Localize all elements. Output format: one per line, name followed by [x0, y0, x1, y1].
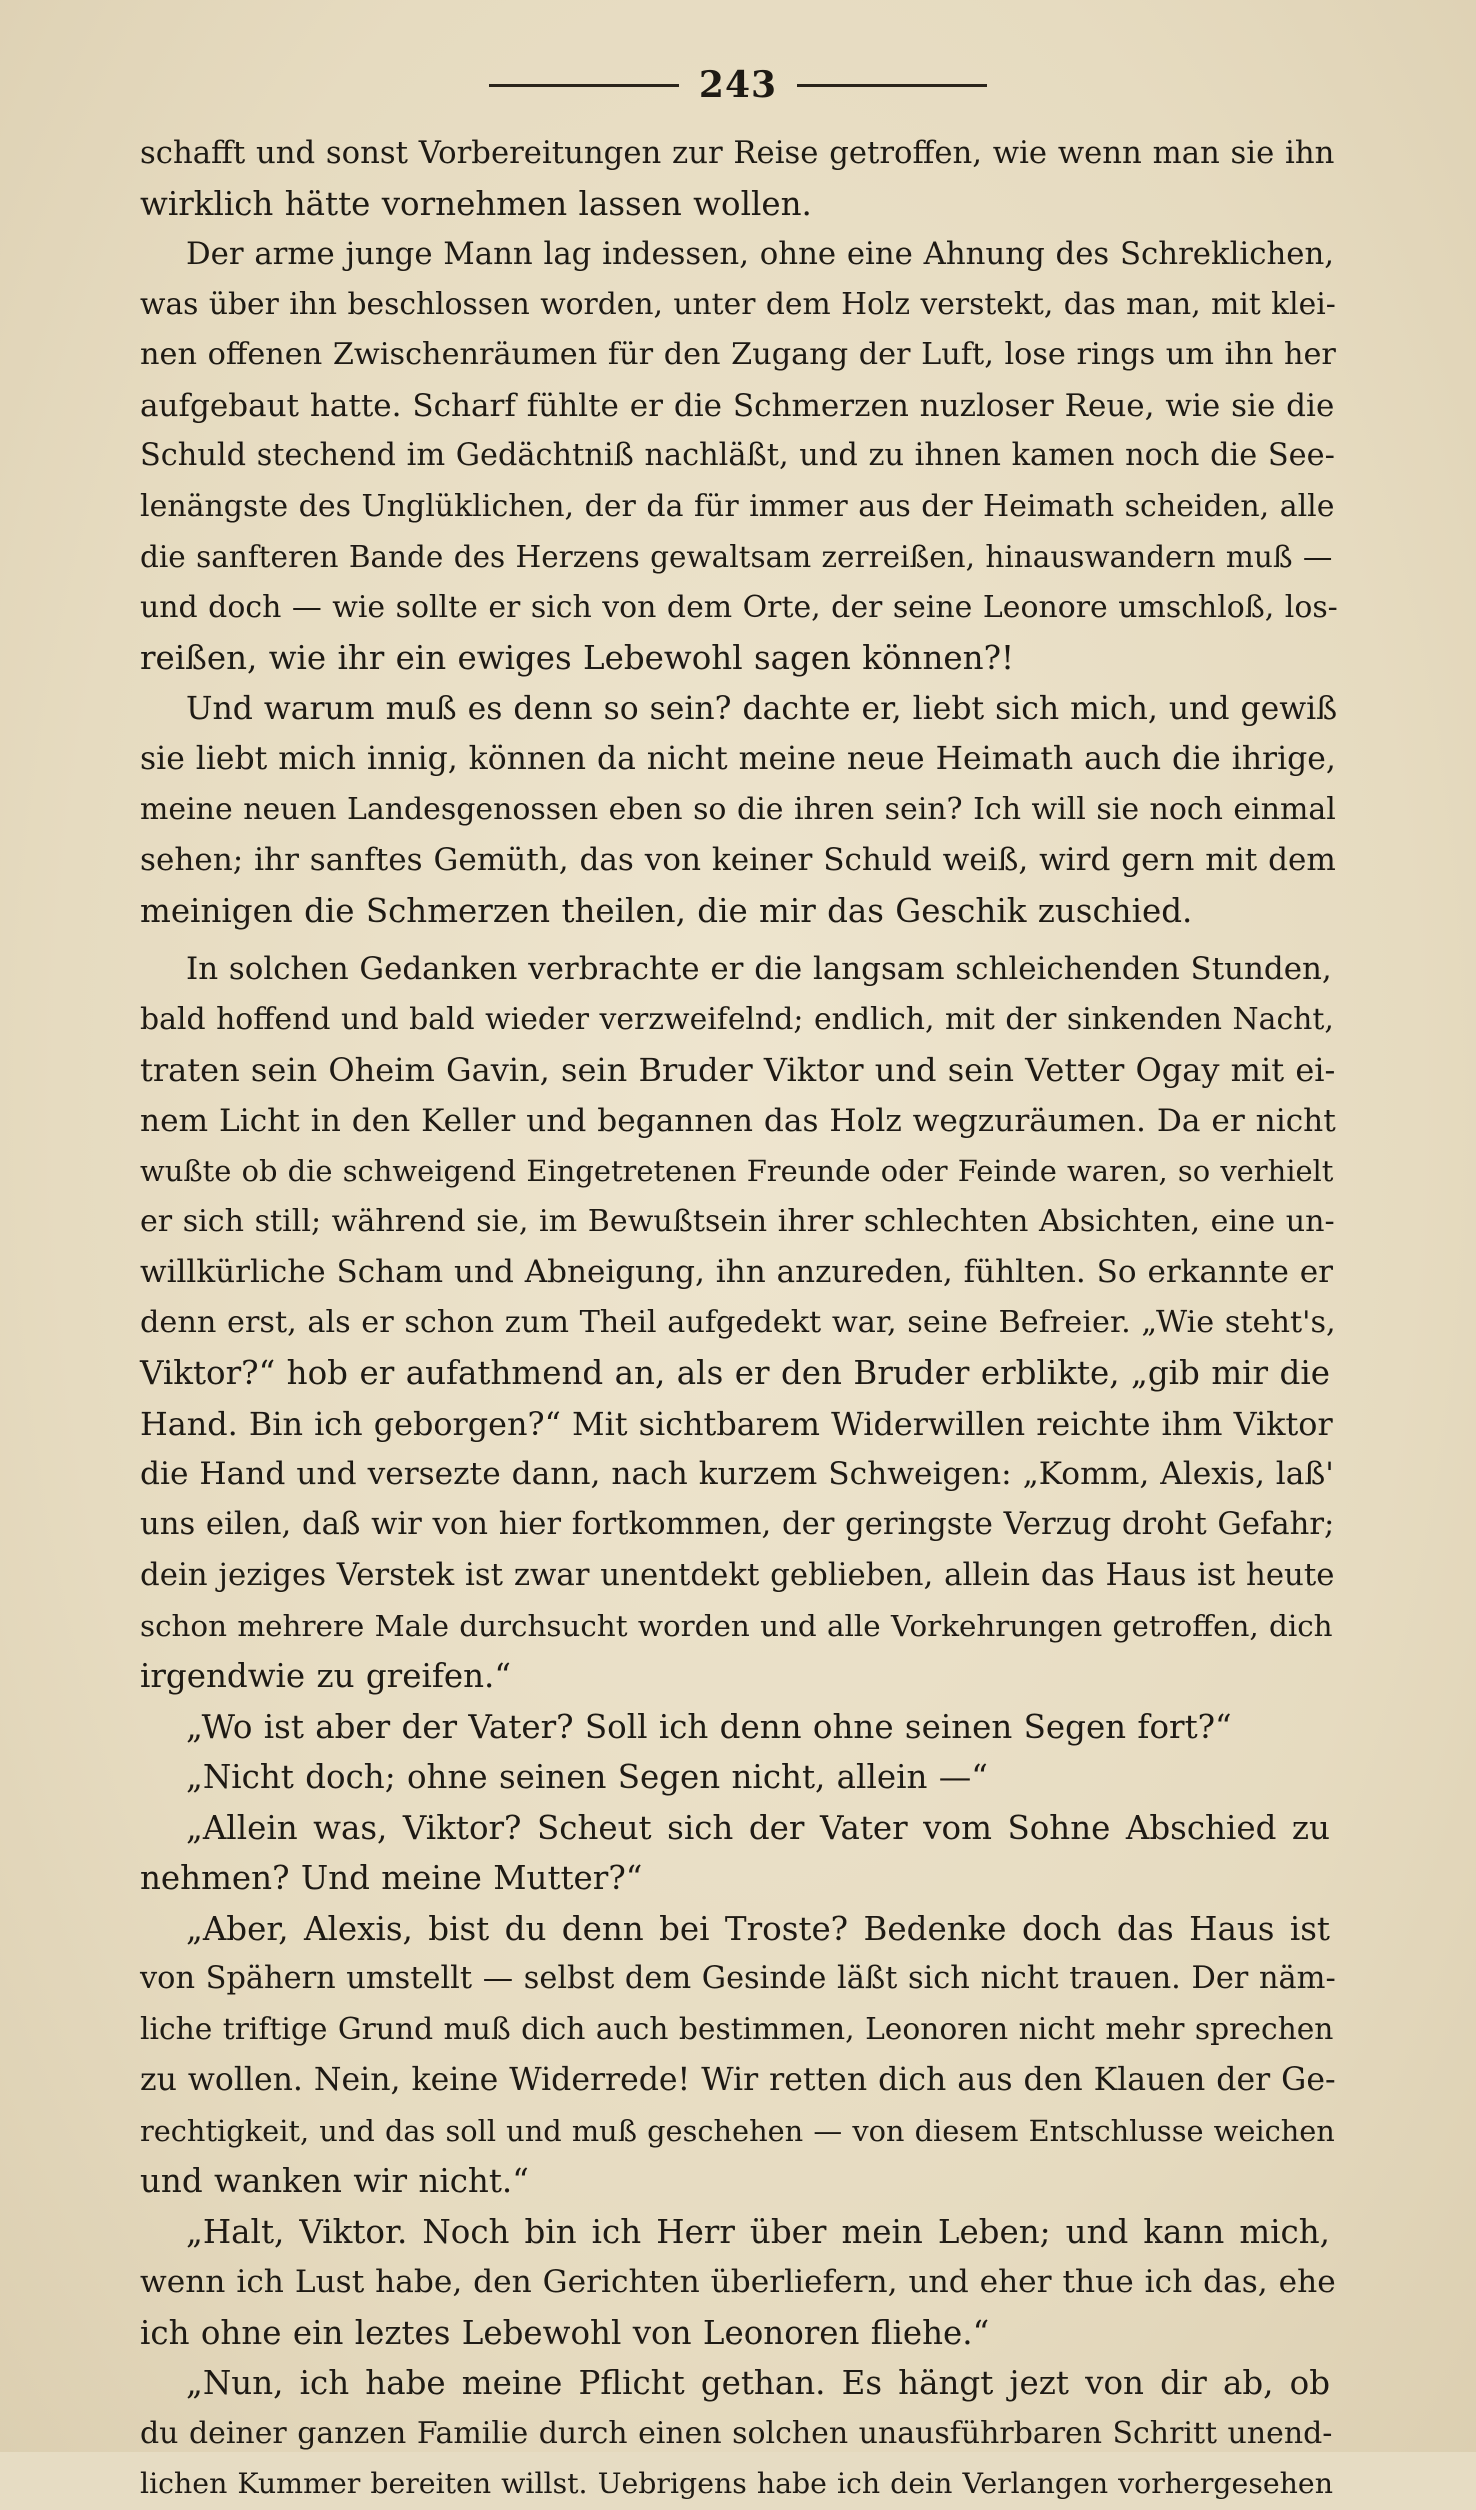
text-line: nen offenen Zwischenräumen für den Zugang der Luft, lose rings um ihn her — [140, 337, 1336, 372]
text-line: bald hoffend und bald wieder verzweifelnd; endlich, mit der sinkenden Nacht, — [140, 1001, 1334, 1037]
text-line: und doch — wie sollte er sich von dem Orte, der seine Leonore umschloß, los- — [140, 589, 1338, 625]
page-header — [0, 60, 1476, 110]
text-line: In solchen Gedanken verbrachte er die langsam schleichenden Stunden, — [186, 951, 1332, 987]
text-line: meinigen die Schmerzen theilen, die mir das Geschik zuschied. — [140, 891, 1193, 930]
text-line: schafft und sonst Vorbereitungen zur Reise getroffen, wie wenn man sie ihn — [140, 135, 1335, 171]
text-line: „Nicht doch; ohne seinen Segen nicht, allein —“ — [186, 1758, 988, 1796]
text-line: nehmen? Und meine Mutter?“ — [140, 1859, 643, 1897]
text-line: er sich still; während sie, im Bewußtsein ihrer schlechten Absichten, eine un- — [140, 1203, 1335, 1239]
text-line: du deiner ganzen Familie durch einen solchen unausführbaren Schritt unend- — [140, 2415, 1333, 2451]
text-line: „Aber, Alexis, bist du denn bei Troste? Bedenke doch das Haus ist — [186, 1909, 1330, 1948]
text-line: sie liebt mich innig, können da nicht meine neue Heimath auch die ihrige, — [140, 741, 1336, 777]
text-line: Der arme junge Mann lag indessen, ohne eine Ahnung des Schreklichen, — [186, 236, 1335, 272]
text-line: lichen Kummer bereiten willst. Uebrigens habe ich dein Verlangen vorhergesehen — [140, 2467, 1333, 2500]
text-line: „Nun, ich habe meine Pflicht gethan. Es hängt jezt von dir ab, ob — [186, 2364, 1330, 2402]
text-line: Schuld stechend im Gedächtniß nachläßt, und zu ihnen kamen noch die See- — [140, 438, 1335, 473]
text-line: „Allein was, Viktor? Scheut sich der Vater vom Sohne Abschied zu — [186, 1808, 1330, 1847]
text-line: uns eilen, daß wir von hier fortkommen, der geringste Verzug droht Gefahr; — [140, 1506, 1335, 1542]
text-line: rechtigkeit, und das soll und muß geschehen — von diesem Entschlusse weichen — [140, 2113, 1335, 2148]
text-line: die Hand und versezte dann, nach kurzem Schweigen: „Komm, Alexis, laß' — [140, 1456, 1334, 1492]
text-line: meine neuen Landesgenossen eben so die ihren sein? Ich will sie noch einmal — [140, 791, 1336, 827]
header-rule-right — [797, 84, 987, 87]
text-line: lenängste des Unglüklichen, der da für immer aus der Heimath scheiden, alle — [140, 488, 1335, 524]
text-line: reißen, wie ihr ein ewiges Lebewohl sagen können?! — [140, 639, 1015, 677]
text-line: traten sein Oheim Gavin, sein Bruder Viktor und sein Vetter Ogay mit ei- — [140, 1051, 1336, 1089]
text-line: Hand. Bin ich geborgen?“ Mit sichtbarem Widerwillen reichte ihm Viktor — [140, 1404, 1333, 1443]
text-line: aufgebaut hatte. Scharf fühlte er die Schmerzen nuzloser Reue, wie sie die — [140, 387, 1335, 424]
text-line: irgendwie zu greifen.“ — [140, 1657, 511, 1695]
text-line: denn erst, als er schon zum Theil aufgedekt war, seine Befreier. „Wie steht's, — [140, 1304, 1336, 1340]
text-line: die sanfteren Bande des Herzens gewaltsam zerreißen, hinauswandern muß — — [140, 540, 1333, 574]
text-line: dein jeziges Verstek ist zwar unentdekt geblieben, allein das Haus ist heute — [140, 1557, 1335, 1593]
text-line: zu wollen. Nein, keine Widerrede! Wir retten dich aus den Klauen der Ge- — [140, 2062, 1336, 2098]
text-line: ich ohne ein leztes Lebewohl von Leonoren fliehe.“ — [140, 2313, 990, 2352]
text-line: „Wo ist aber der Vater? Soll ich denn ohne seinen Segen fort?“ — [186, 1707, 1232, 1746]
text-line: liche triftige Grund muß dich auch bestimmen, Leonoren nicht mehr sprechen — [140, 2011, 1334, 2047]
page-number: 243 — [698, 64, 778, 106]
header-rule-left — [489, 84, 679, 87]
text-line: wenn ich Lust habe, den Gerichten überliefern, und eher thue ich das, ehe — [140, 2264, 1336, 2300]
text-line: „Halt, Viktor. Noch bin ich Herr über mein Leben; und kann mich, — [186, 2212, 1330, 2251]
text-line: nem Licht in den Keller und begannen das Holz wegzuräumen. Da er nicht — [140, 1102, 1336, 1139]
text-line: von Spähern umstellt — selbst dem Gesinde läßt sich nicht trauen. Der näm- — [140, 1961, 1336, 1996]
text-line: sehen; ihr sanftes Gemüth, das von keiner Schuld weiß, wird gern mit dem — [140, 842, 1336, 878]
text-line: und wanken wir nicht.“ — [140, 2162, 529, 2200]
text-line: Viktor?“ hob er aufathmend an, als er den Bruder erblikte, „gib mir die — [140, 1354, 1330, 1392]
text-line: wirklich hätte vornehmen lassen wollen. — [140, 184, 812, 223]
text-line: Und warum muß es denn so sein? dachte er, liebt sich mich, und gewiß — [186, 690, 1338, 727]
text-line: willkürliche Scham und Abneigung, ihn anzureden, fühlten. So erkannte er — [140, 1254, 1333, 1290]
text-line: schon mehrere Male durchsucht worden und alle Vorkehrungen getroffen, dich — [140, 1608, 1333, 1643]
text-line: was über ihn beschlossen worden, unter dem Holz verstekt, das man, mit klei- — [140, 286, 1336, 322]
body-text — [140, 128, 1338, 2510]
text-line: wußte ob die schweigend Eingetretenen Freunde oder Feinde waren, so verhielt — [140, 1154, 1334, 1188]
